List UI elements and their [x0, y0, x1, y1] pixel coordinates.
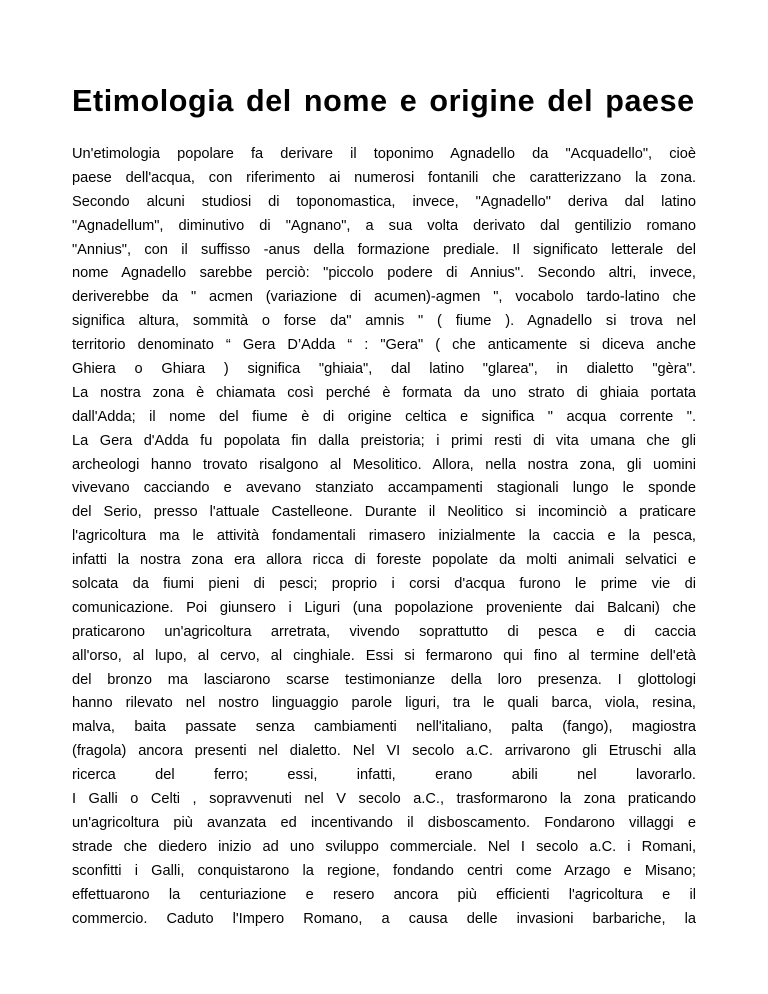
text-line: "Agnadellum", diminutivo di "Agnano", a sua volta derivato dal gentilizio romano: [72, 217, 696, 234]
text-line: deriverebbe da " acmen (variazione di acumen)-agmen ", vocabolo tardo-latino che: [72, 289, 696, 306]
text-line: un'agricoltura più avanzata ed incentivando il disboscamento. Fondarono villaggi e: [72, 814, 696, 831]
text-line: archeologi hanno trovato risalgono al Mesolitico. Allora, nella nostra zona, gli uomini: [72, 456, 696, 473]
text-line: all'orso, al lupo, al cervo, al cinghiale. Essi si fermarono qui fino al termine dell'età: [72, 647, 696, 664]
text-line: del Serio, presso l'attuale Castelleone. Durante il Neolitico si incominciò a praticare: [72, 504, 696, 521]
text-line: nome Agnadello sarebbe perciò: "piccolo podere di Annius". Secondo altri, invece,: [72, 265, 696, 282]
text-line: (fragola) ancora presenti nel dialetto. Nel VI secolo a.C. arrivarono gli Etruschi alla: [72, 743, 696, 760]
text-line: dall'Adda; il nome del fiume è di origine celtica e significa " acqua corrente ".: [72, 408, 696, 425]
text-line: paese dell'acqua, con riferimento ai numerosi fontanili che caratterizzano la zona.: [72, 169, 696, 186]
text-line: comunicazione. Poi giunsero i Liguri (una popolazione proveniente dai Balcani) che: [72, 599, 696, 616]
text-line: commercio. Caduto l'Impero Romano, a causa delle invasioni barbariche, la: [72, 910, 696, 927]
text-line: La nostra zona è chiamata così perché è formata da uno strato di ghiaia portata: [72, 384, 696, 401]
text-line: I Galli o Celti , sopravvenuti nel V secolo a.C., trasformarono la zona praticando: [72, 791, 696, 808]
text-line: strade che diedero inizio ad uno sviluppo commerciale. Nel I secolo a.C. i Romani,: [72, 838, 696, 855]
text-line: vivevano cacciando e avevano stanziato accampamenti stagionali lungo le sponde: [72, 480, 696, 497]
text-line: "Annius", con il suffisso -anus della formazione prediale. Il significato letterale del: [72, 241, 696, 258]
text-line: praticarono un'agricoltura arretrata, vivendo soprattutto di pesca e di caccia: [72, 623, 696, 640]
text-line: Ghiera o Ghiara ) significa "ghiaia", dal latino "glarea", in dialetto "gèra".: [72, 361, 696, 378]
text-line: hanno rilevato nel nostro linguaggio parole liguri, tra le quali barca, viola, resina,: [72, 695, 696, 712]
text-line: sconfitti i Galli, conquistarono la regione, fondando centri come Arzago e Misano;: [72, 862, 696, 879]
text-line: Secondo alcuni studiosi di toponomastica, invece, "Agnadello" deriva dal latino: [72, 193, 696, 210]
text-line: l'agricoltura ma le attività fondamentali rimasero inizialmente la caccia e la pesca,: [72, 528, 696, 545]
document-body: [72, 143, 696, 931]
text-line: significa altura, sommità o forse da" amnis " ( fiume ). Agnadello si trova nel: [72, 313, 696, 330]
text-line: del bronzo ma lasciarono scarse testimonianze della loro presenza. I glottologi: [72, 671, 696, 688]
text-line: Un'etimologia popolare fa derivare il toponimo Agnadello da "Acquadello", cioè: [72, 146, 696, 162]
text-line: malva, baita passate senza cambiamenti nell'italiano, palta (fango), magiostra: [72, 719, 696, 736]
text-line: infatti la nostra zona era allora ricca di foreste popolate da molti animali selvatici e: [72, 552, 696, 569]
text-line: effettuarono la centuriazione e resero ancora più efficienti l'agricoltura e il: [72, 886, 696, 903]
text-line: ricerca del ferro; essi, infatti, erano abili nel lavorarlo.: [72, 767, 696, 784]
text-line: territorio denominato “ Gera D’Adda “ : "Gera" ( che anticamente si diceva anche: [72, 337, 696, 354]
text-line: La Gera d'Adda fu popolata fin dalla preistoria; i primi resti di vita umana che gli: [72, 432, 696, 449]
document-title: Etimologia del nome e origine del paese: [72, 84, 695, 118]
text-line: solcata da fiumi pieni di pesci; proprio i corsi d'acqua furono le prime vie di: [72, 576, 696, 593]
